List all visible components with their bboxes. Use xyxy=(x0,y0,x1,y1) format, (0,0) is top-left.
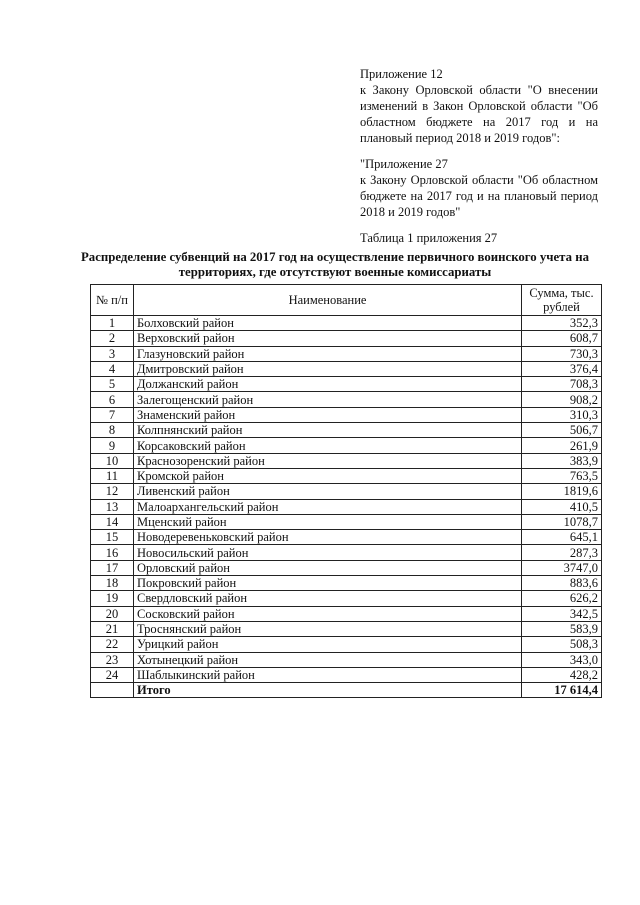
row-name: Колпнянский район xyxy=(134,423,522,438)
row-sum: 383,9 xyxy=(522,453,602,468)
row-name: Верховский район xyxy=(134,331,522,346)
total-label: Итого xyxy=(134,683,522,698)
row-name: Кромской район xyxy=(134,468,522,483)
row-number: 17 xyxy=(91,560,134,575)
table-row xyxy=(91,591,602,606)
header-name: Наименование xyxy=(134,285,522,316)
row-name: Краснозоренский район xyxy=(134,453,522,468)
row-sum: 730,3 xyxy=(522,346,602,361)
row-sum: 3747,0 xyxy=(522,560,602,575)
table-row xyxy=(91,438,602,453)
table-body xyxy=(91,316,602,683)
row-number: 2 xyxy=(91,331,134,346)
row-name: Болховский район xyxy=(134,316,522,331)
row-sum: 763,5 xyxy=(522,468,602,483)
row-sum: 1078,7 xyxy=(522,514,602,529)
row-name: Мценский район xyxy=(134,514,522,529)
table-row xyxy=(91,407,602,422)
total-row xyxy=(91,683,602,698)
table-row xyxy=(91,316,602,331)
table-row xyxy=(91,514,602,529)
row-sum: 352,3 xyxy=(522,316,602,331)
row-sum: 908,2 xyxy=(522,392,602,407)
row-name: Дмитровский район xyxy=(134,361,522,376)
row-number: 14 xyxy=(91,514,134,529)
table-row xyxy=(91,667,602,682)
row-number: 6 xyxy=(91,392,134,407)
header-number: № п/п xyxy=(91,285,134,316)
row-name: Должанский район xyxy=(134,377,522,392)
row-number: 10 xyxy=(91,453,134,468)
row-name: Новосильский район xyxy=(134,545,522,560)
table-row xyxy=(91,652,602,667)
row-sum: 287,3 xyxy=(522,545,602,560)
row-sum: 343,0 xyxy=(522,652,602,667)
subsidy-table xyxy=(90,284,602,698)
row-number: 13 xyxy=(91,499,134,514)
row-name: Хотынецкий район xyxy=(134,652,522,667)
row-number: 18 xyxy=(91,576,134,591)
appendix-original-number: "Приложение 27 xyxy=(360,157,448,171)
row-number: 11 xyxy=(91,468,134,483)
table-row xyxy=(91,346,602,361)
appendix-header xyxy=(360,66,598,246)
row-sum: 506,7 xyxy=(522,423,602,438)
appendix-number: Приложение 12 xyxy=(360,67,443,81)
table-row xyxy=(91,468,602,483)
table-row xyxy=(91,606,602,621)
row-number: 24 xyxy=(91,667,134,682)
row-name: Новодеревеньковский район xyxy=(134,530,522,545)
row-sum: 428,2 xyxy=(522,667,602,682)
table-row xyxy=(91,545,602,560)
row-sum: 410,5 xyxy=(522,499,602,514)
table-row xyxy=(91,392,602,407)
row-sum: 342,5 xyxy=(522,606,602,621)
row-sum: 261,9 xyxy=(522,438,602,453)
table-row xyxy=(91,453,602,468)
table-row xyxy=(91,637,602,652)
row-number: 19 xyxy=(91,591,134,606)
row-name: Малоархангельский район xyxy=(134,499,522,514)
row-name: Покровский район xyxy=(134,576,522,591)
row-number: 3 xyxy=(91,346,134,361)
table-row xyxy=(91,576,602,591)
row-name: Глазуновский район xyxy=(134,346,522,361)
header-sum: Сумма, тыс. рублей xyxy=(522,285,602,316)
row-name: Урицкий район xyxy=(134,637,522,652)
table-row xyxy=(91,331,602,346)
row-sum: 376,4 xyxy=(522,361,602,376)
table-row xyxy=(91,621,602,636)
appendix-original-law-reference: к Закону Орловской области "Об областном бюджете на 2017 год и на плановый период 2018 и 2019 годов" xyxy=(360,173,598,219)
table-row xyxy=(91,361,602,376)
row-number: 4 xyxy=(91,361,134,376)
row-sum: 508,3 xyxy=(522,637,602,652)
table-row xyxy=(91,530,602,545)
table-reference: Таблица 1 приложения 27 xyxy=(360,231,498,245)
row-sum: 645,1 xyxy=(522,530,602,545)
row-number: 5 xyxy=(91,377,134,392)
row-number: 7 xyxy=(91,407,134,422)
row-number: 20 xyxy=(91,606,134,621)
row-number: 8 xyxy=(91,423,134,438)
row-sum: 608,7 xyxy=(522,331,602,346)
row-name: Сосковский район xyxy=(134,606,522,621)
row-name: Залегощенский район xyxy=(134,392,522,407)
table-row xyxy=(91,377,602,392)
row-sum: 1819,6 xyxy=(522,484,602,499)
row-number: 23 xyxy=(91,652,134,667)
row-number: 15 xyxy=(91,530,134,545)
table-row xyxy=(91,499,602,514)
row-name: Шаблыкинский район xyxy=(134,667,522,682)
document-title: Распределение субвенций на 2017 год на осуществление первичного воинского учета на территориях, где отсутствуют военные комиссариаты xyxy=(80,250,589,279)
row-sum: 310,3 xyxy=(522,407,602,422)
row-name: Троснянский район xyxy=(134,621,522,636)
row-name: Свердловский район xyxy=(134,591,522,606)
row-number: 1 xyxy=(91,316,134,331)
row-sum: 708,3 xyxy=(522,377,602,392)
row-number: 12 xyxy=(91,484,134,499)
row-name: Корсаковский район xyxy=(134,438,522,453)
row-sum: 583,9 xyxy=(522,621,602,636)
row-name: Знаменский район xyxy=(134,407,522,422)
row-number: 21 xyxy=(91,621,134,636)
row-sum: 883,6 xyxy=(522,576,602,591)
row-name: Ливенский район xyxy=(134,484,522,499)
table-row xyxy=(91,560,602,575)
row-number: 9 xyxy=(91,438,134,453)
row-sum: 626,2 xyxy=(522,591,602,606)
row-name: Орловский район xyxy=(134,560,522,575)
total-number-cell xyxy=(91,683,134,698)
row-number: 22 xyxy=(91,637,134,652)
row-number: 16 xyxy=(91,545,134,560)
appendix-law-reference: к Закону Орловской области "О внесении изменений в Закон Орловской области "Об областном бюджете на 2017 год и на плановый период 2018 и 2019 годов": xyxy=(360,83,598,145)
total-sum: 17 614,4 xyxy=(522,683,602,698)
table-row xyxy=(91,484,602,499)
table-row xyxy=(91,423,602,438)
table-header-row xyxy=(91,285,602,316)
